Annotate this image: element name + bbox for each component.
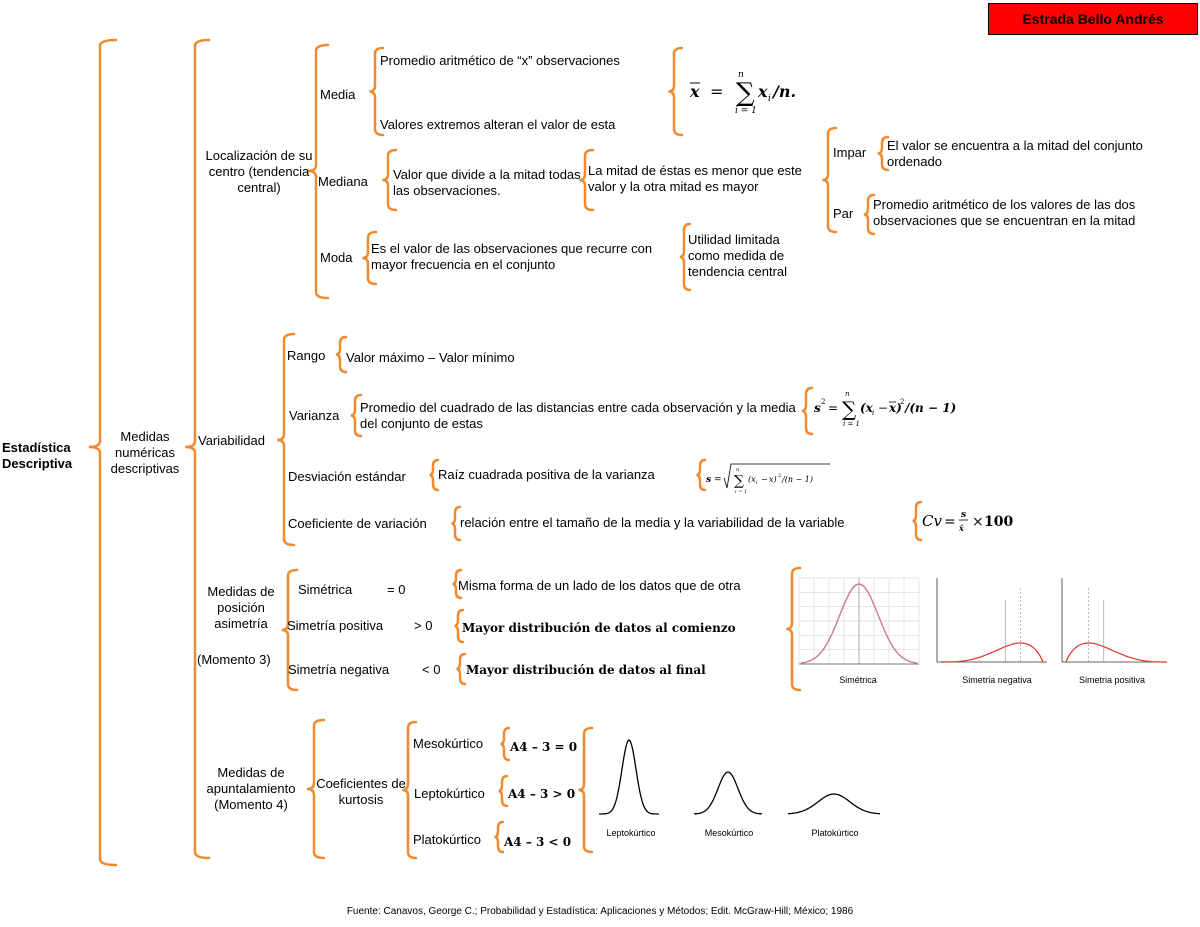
desv-label: Desviación estándar <box>288 469 406 484</box>
sim-value: = 0 <box>387 582 406 597</box>
leptokurtic-curve <box>599 740 659 814</box>
brace-meso <box>501 728 510 760</box>
root-label: Estadística Descriptiva <box>2 440 73 471</box>
caption-mesokurtico: Mesokúrtico <box>704 828 754 838</box>
lepto-formula: A4 – 3 > 0 <box>508 787 576 801</box>
svg-text:=: = <box>710 82 724 101</box>
kurtosis-title: Medidas de apuntalamiento (Momento 4) <box>206 765 296 812</box>
svg-text:∑: ∑ <box>842 397 857 421</box>
svg-text:=: = <box>828 401 839 415</box>
brace-mean-formula <box>668 48 682 135</box>
svg-text:=: = <box>944 514 956 530</box>
svg-text:n: n <box>845 390 850 398</box>
asymmetry-title: Medidas de posición asimetría <box>207 584 275 631</box>
brace-cv <box>452 507 461 540</box>
cv-label: Coeficiente de variación <box>288 516 427 531</box>
svg-text:x): x) <box>769 475 777 484</box>
moda-desc: Es el valor de las observaciones que recurre con mayor frecuencia en el conjunto <box>371 241 653 272</box>
moda-note: Utilidad limitada como medida de tendencia central <box>688 232 788 279</box>
svg-text:i = 1: i = 1 <box>735 489 748 495</box>
mediana-desc: Valor que divide a la mitad todas las observaciones. <box>393 167 581 198</box>
source-citation: Fuente: Canavos, George C.; Probabilidad y Estadística: Aplicaciones y Métodos; Edit. McGraw-Hill; México; 1986 <box>346 906 854 917</box>
asymmetry-moment: (Momento 3) <box>197 652 271 667</box>
svg-text:−: − <box>761 475 768 484</box>
brace-desv <box>430 460 439 490</box>
varianza-label: Varianza <box>289 408 340 423</box>
svg-text:/(n − 1): /(n − 1) <box>782 475 813 484</box>
svg-text:×: × <box>972 514 984 530</box>
svg-text:x: x <box>758 82 768 101</box>
neg-desc: Mayor distribución de datos al final <box>466 663 706 677</box>
svg-text:x̄: x̄ <box>959 523 964 533</box>
svg-text:−: − <box>878 401 889 415</box>
variability-title: Variabilidad <box>198 433 265 448</box>
moda-label: Moda <box>320 250 353 265</box>
caption-simetria-negativa: Simetria negativa <box>962 675 1032 685</box>
brace-plato <box>495 822 504 852</box>
svg-text:x): x) <box>889 401 902 415</box>
svg-text:2: 2 <box>900 398 905 406</box>
svg-text:s: s <box>961 510 967 520</box>
svg-text:∑: ∑ <box>736 78 755 108</box>
meso-formula: A4 – 3 = 0 <box>510 740 578 754</box>
desv-desc: Raíz cuadrada positiva de la varianza <box>438 467 655 482</box>
svg-text:2: 2 <box>821 398 826 406</box>
varianza-desc: Promedio del cuadrado de las distancias entre cada observación y la media del conjunto de estas <box>360 400 796 431</box>
caption-leptokurtico: Leptokúrtico <box>606 828 656 838</box>
svg-text:i: i <box>756 480 758 486</box>
mediana-half: La mitad de éstas es menor que este valor y la otra mitad es mayor <box>588 163 802 194</box>
media-label: Media <box>320 87 356 102</box>
caption-simetria-positiva: Simetria positiva <box>1078 675 1146 685</box>
neg-value: < 0 <box>422 662 441 677</box>
mesokurtic-curve <box>694 772 762 814</box>
pos-desc: Mayor distribución de datos al comienzo <box>462 621 736 635</box>
kurtosis-coef: Coeficientes de kurtosis <box>316 776 406 807</box>
svg-text:Cv: Cv <box>922 512 942 530</box>
brace-kurt-figs <box>578 728 592 852</box>
plato-label: Platokúrtico <box>413 832 481 847</box>
par-desc: Promedio aritmético de los valores de las dos observaciones que se encuentran en la mitad <box>873 197 1136 228</box>
svg-text:s: s <box>706 475 712 485</box>
kurtosis-figures <box>596 732 886 822</box>
sim-label: Simétrica <box>298 582 353 597</box>
cv-desc: relación entre el tamaño de la media y la variabilidad de la variable <box>460 515 845 530</box>
level1-node: Medidas numéricas descriptivas <box>110 429 180 476</box>
variance-formula <box>812 388 962 432</box>
brace-neg-desc <box>457 654 466 684</box>
pos-value: > 0 <box>414 618 433 633</box>
svg-text:n: n <box>736 467 740 473</box>
stddev-formula <box>704 460 834 496</box>
mediana-label: Mediana <box>318 174 368 189</box>
central-title: Localización de su centro (tendencia central) <box>205 148 313 195</box>
svg-text:100: 100 <box>984 514 1014 530</box>
impar-desc: El valor se encuentra a la mitad del conjunto ordenado <box>887 138 1143 169</box>
svg-text:s: s <box>814 401 821 415</box>
negative-skew-curve <box>941 643 1043 662</box>
brace-variability <box>277 334 294 545</box>
par-label: Par <box>833 206 854 221</box>
caption-simetrica: Simétrica <box>839 675 877 685</box>
neg-label: Simetría negativa <box>288 662 390 677</box>
media-point-2: Valores extremos alteran el valor de esta <box>380 117 616 132</box>
rango-label: Rango <box>287 348 326 363</box>
svg-text:i: i <box>872 409 875 417</box>
svg-text:/(n − 1): /(n − 1) <box>905 401 957 415</box>
mean-formula <box>688 65 818 120</box>
caption-platokurtico: Platokúrtico <box>811 828 859 838</box>
svg-text:=: = <box>714 475 722 485</box>
svg-text:/n.: /n. <box>773 82 797 101</box>
brace-lepto <box>499 776 508 806</box>
svg-text:i: i <box>768 94 771 104</box>
svg-text:∑: ∑ <box>734 473 744 489</box>
sim-desc: Misma forma de un lado de los datos que de otra <box>458 578 741 593</box>
author-badge: Estrada Bello Andrés <box>988 3 1198 35</box>
svg-text:n: n <box>738 70 744 80</box>
svg-text:(x: (x <box>860 401 873 415</box>
rango-desc: Valor máximo – Valor mínimo <box>346 350 515 365</box>
svg-text:2: 2 <box>778 473 782 479</box>
pos-label: Simetría positiva <box>287 618 384 633</box>
impar-label: Impar <box>833 145 867 160</box>
platykurtic-curve <box>788 794 880 814</box>
root-node <box>2 440 90 472</box>
svg-text:i = 1: i = 1 <box>843 420 861 428</box>
svg-text:(x: (x <box>748 475 756 484</box>
positive-skew-curve <box>1066 643 1167 662</box>
media-point-1: Promedio aritmético de “x” observaciones <box>380 53 620 68</box>
svg-text:x: x <box>690 82 700 101</box>
cv-formula <box>920 504 1030 538</box>
lepto-label: Leptokúrtico <box>414 786 485 801</box>
brace-varianza-formula <box>802 388 812 434</box>
plato-formula: A4 – 3 < 0 <box>504 835 572 849</box>
brace-rango <box>336 337 346 372</box>
svg-text:i = 1: i = 1 <box>735 106 757 116</box>
skewness-figures <box>797 570 1167 690</box>
meso-label: Mesokúrtico <box>413 736 484 751</box>
